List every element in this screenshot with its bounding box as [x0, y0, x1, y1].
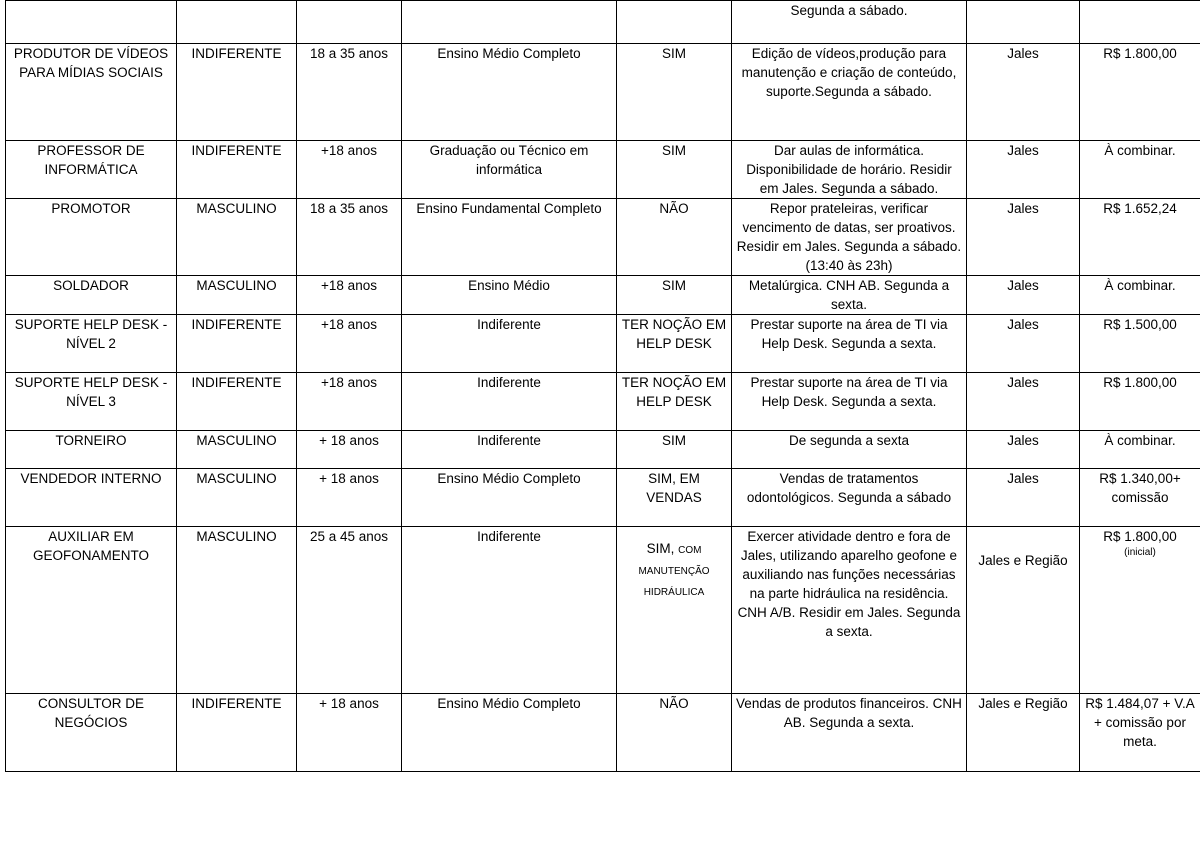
salary-cell: R$ 1.484,07 + V.A + comissão por meta. [1080, 694, 1200, 772]
education-cell: Ensino Médio Completo [402, 469, 617, 527]
job-title-cell: SOLDADOR [6, 276, 177, 315]
salary-cell [1080, 527, 1200, 694]
experience-cell: SIM [617, 276, 732, 315]
description-cell: De segunda a sexta [732, 431, 967, 469]
experience-cell: SIM [617, 44, 732, 141]
gender-cell: INDIFERENTE [177, 694, 297, 772]
age-cell: +18 anos [297, 276, 402, 315]
description-cell: Dar aulas de informática. Disponibilidade de horário. Residir em Jales. Segunda a sábado. [732, 141, 967, 199]
gender-cell: MASCULINO [177, 469, 297, 527]
education-cell: Indiferente [402, 431, 617, 469]
experience-cell: TER NOÇÃO EM HELP DESK [617, 373, 732, 431]
location-cell: Jales [967, 44, 1080, 141]
age-cell: +18 anos [297, 141, 402, 199]
gender-cell [177, 1, 297, 44]
gender-cell: INDIFERENTE [177, 315, 297, 373]
location-cell: Jales e Região [967, 527, 1080, 694]
experience-cell: NÃO [617, 694, 732, 772]
job-listings-table [5, 0, 1200, 772]
table-row [6, 469, 1200, 527]
salary-text: R$ 1.800,00 [1103, 529, 1177, 544]
experience-cell: SIM, EM VENDAS [617, 469, 732, 527]
experience-cell: TER NOÇÃO EM HELP DESK [617, 315, 732, 373]
age-cell: + 18 anos [297, 469, 402, 527]
age-cell: + 18 anos [297, 431, 402, 469]
table-row [6, 527, 1200, 694]
description-cell: Exercer atividade dentro e fora de Jales, utilizando aparelho geofone e auxiliando nas funções necessárias na parte hidráulica na residência. CNH A/B. Residir em Jales. Segunda a sexta. [732, 527, 967, 694]
gender-cell: INDIFERENTE [177, 44, 297, 141]
education-cell: Ensino Fundamental Completo [402, 199, 617, 276]
job-title-cell: TORNEIRO [6, 431, 177, 469]
salary-cell: R$ 1.800,00 [1080, 373, 1200, 431]
table-row [6, 373, 1200, 431]
location-cell: Jales [967, 141, 1080, 199]
job-title-cell: PROFESSOR DE INFORMÁTICA [6, 141, 177, 199]
job-title-cell: PROMOTOR [6, 199, 177, 276]
job-title-cell: SUPORTE HELP DESK - NÍVEL 3 [6, 373, 177, 431]
description-cell: Prestar suporte na área de TI via Help Desk. Segunda a sexta. [732, 373, 967, 431]
age-cell: + 18 anos [297, 694, 402, 772]
location-cell: Jales [967, 373, 1080, 431]
education-cell [402, 1, 617, 44]
table-row [6, 141, 1200, 199]
gender-cell: INDIFERENTE [177, 373, 297, 431]
gender-cell: MASCULINO [177, 431, 297, 469]
description-cell: Prestar suporte na área de TI via Help Desk. Segunda a sexta. [732, 315, 967, 373]
education-cell: Indiferente [402, 315, 617, 373]
description-cell: Edição de vídeos,produção para manutenção e criação de conteúdo, suporte.Segunda a sábado. [732, 44, 967, 141]
job-title-cell [6, 1, 177, 44]
salary-cell: R$ 1.340,00+ comissão [1080, 469, 1200, 527]
education-cell: Indiferente [402, 527, 617, 694]
job-title-cell: CONSULTOR DE NEGÓCIOS [6, 694, 177, 772]
gender-cell: INDIFERENTE [177, 141, 297, 199]
age-cell: +18 anos [297, 373, 402, 431]
experience-cell [617, 1, 732, 44]
experience-cell [617, 527, 732, 694]
description-cell: Segunda a sábado. [732, 1, 967, 44]
location-cell: Jales [967, 199, 1080, 276]
table-row [6, 431, 1200, 469]
table-row [6, 1, 1200, 44]
table-row [6, 315, 1200, 373]
table-row [6, 694, 1200, 772]
salary-cell: À combinar. [1080, 141, 1200, 199]
experience-detail: COM MANUTENÇÃO HIDRÁULICA [638, 545, 710, 598]
salary-cell: R$ 1.500,00 [1080, 315, 1200, 373]
salary-cell: À combinar. [1080, 276, 1200, 315]
gender-cell: MASCULINO [177, 276, 297, 315]
location-cell: Jales [967, 431, 1080, 469]
salary-cell: R$ 1.652,24 [1080, 199, 1200, 276]
experience-cell: SIM [617, 431, 732, 469]
table-row [6, 199, 1200, 276]
description-cell: Vendas de tratamentos odontológicos. Segunda a sábado [732, 469, 967, 527]
education-cell: Indiferente [402, 373, 617, 431]
gender-cell: MASCULINO [177, 527, 297, 694]
location-cell [967, 1, 1080, 44]
age-cell: 25 a 45 anos [297, 527, 402, 694]
salary-cell [1080, 1, 1200, 44]
age-cell: +18 anos [297, 315, 402, 373]
table-row [6, 276, 1200, 315]
job-title-cell: PRODUTOR DE VÍDEOS PARA MÍDIAS SOCIAIS [6, 44, 177, 141]
experience-cell: SIM [617, 141, 732, 199]
gender-cell: MASCULINO [177, 199, 297, 276]
job-title-cell: SUPORTE HELP DESK - NÍVEL 2 [6, 315, 177, 373]
education-cell: Ensino Médio Completo [402, 44, 617, 141]
description-cell: Repor prateleiras, verificar vencimento de datas, ser proativos. Residir em Jales. Segunda a sábado. (13:40 às 23h) [732, 199, 967, 276]
salary-note: (inicial) [1124, 547, 1156, 558]
education-cell: Graduação ou Técnico em informática [402, 141, 617, 199]
description-cell: Metalúrgica. CNH AB. Segunda a sexta. [732, 276, 967, 315]
age-cell [297, 1, 402, 44]
location-cell: Jales e Região [967, 694, 1080, 772]
salary-cell: À combinar. [1080, 431, 1200, 469]
description-cell: Vendas de produtos financeiros. CNH AB. Segunda a sexta. [732, 694, 967, 772]
location-cell: Jales [967, 276, 1080, 315]
experience-text: SIM, [646, 541, 675, 556]
location-cell: Jales [967, 315, 1080, 373]
job-title-cell: VENDEDOR INTERNO [6, 469, 177, 527]
location-cell: Jales [967, 469, 1080, 527]
age-cell: 18 a 35 anos [297, 44, 402, 141]
job-title-cell: AUXILIAR EM GEOFONAMENTO [6, 527, 177, 694]
age-cell: 18 a 35 anos [297, 199, 402, 276]
salary-cell: R$ 1.800,00 [1080, 44, 1200, 141]
experience-cell: NÃO [617, 199, 732, 276]
education-cell: Ensino Médio [402, 276, 617, 315]
table-row [6, 44, 1200, 141]
education-cell: Ensino Médio Completo [402, 694, 617, 772]
